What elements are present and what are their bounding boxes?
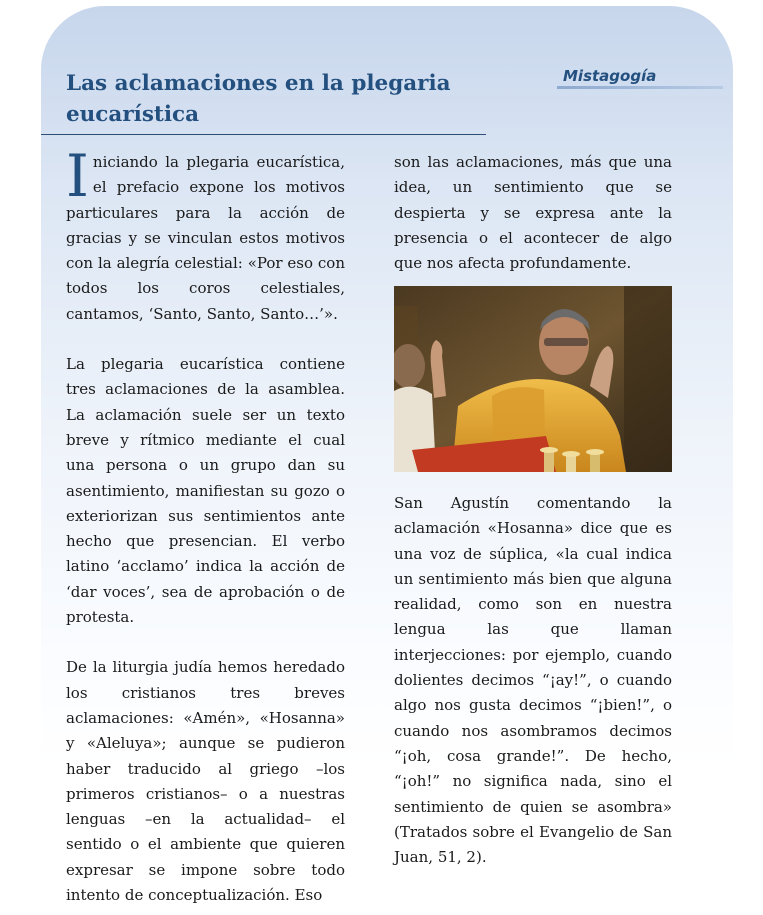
paragraph-intro xyxy=(66,142,345,327)
paragraph-acclamations: La plegaria eucarística contiene tres aclamaciones de la asamblea. La aclamación suele ser un texto breve y rítmico mediante el cual una persona o un grupo dan su asentimiento, manifiestan su gozo o exteriorizan sus sentimientos ante hecho que presencian. El verbo latino ‘acclamo’ indica la acción de ‘dar voces’, sea de aprobación o de protesta. xyxy=(66,355,345,627)
paragraph-jewish-liturgy: De la liturgia judía hemos heredado los cristianos tres breves aclamaciones: «Amén», «Hosanna» y «Aleluya»; aunque se pudieron haber traducido al griego –los primeros cristianos– o a nuestras lenguas –en la actualidad– el sentido o el ambiente que quieren expresar se impone sobre todo intento de conceptualización. Eso xyxy=(66,658,345,905)
priest-photo xyxy=(394,286,672,472)
column-right xyxy=(394,150,672,276)
column-left xyxy=(66,142,345,908)
priest-photo-illustration xyxy=(394,286,672,472)
column-right-lower xyxy=(394,491,672,870)
paragraph-continuation: son las aclamaciones, más que una idea, un sentimiento que se despierta y se expresa ante la presencia o el acontecer de algo que nos afecta profundamente. xyxy=(394,153,672,273)
title-divider xyxy=(41,134,486,135)
paragraph-intro-text: niciando la plegaria eucarística, el prefacio expone los motivos particulares para la acción de gracias y se vinculan estos motivos con la alegría celestial: «Por eso con todos los coros celestiales, cantamos, ‘Santo, Santo, Santo…’». xyxy=(66,153,345,323)
article-page xyxy=(41,6,733,915)
paragraph-san-agustin: San Agustín comentando la aclamación «Hosanna» dice que es una voz de súplica, «la cual indica un sentimiento más bien que alguna realidad, como son en nuestra lengua las que llaman interjecciones: por ejemplo, cuando dolientes decimos “¡ay!”, o cuando algo nos gusta decimos “¡bien!”, o cuando nos asombramos decimos “¡oh, cosa grande!”. De hecho, “¡oh!” no significa nada, sino el sentimiento de quien se asombra» (Tratados sobre el Evangelio de San Juan, 51, 2). xyxy=(394,494,672,867)
section-underline xyxy=(557,86,723,89)
drop-cap: I xyxy=(66,142,89,210)
section-label: Mistagogía xyxy=(563,67,657,85)
article-title: Las aclamaciones en la plegaria eucarística xyxy=(66,71,451,127)
